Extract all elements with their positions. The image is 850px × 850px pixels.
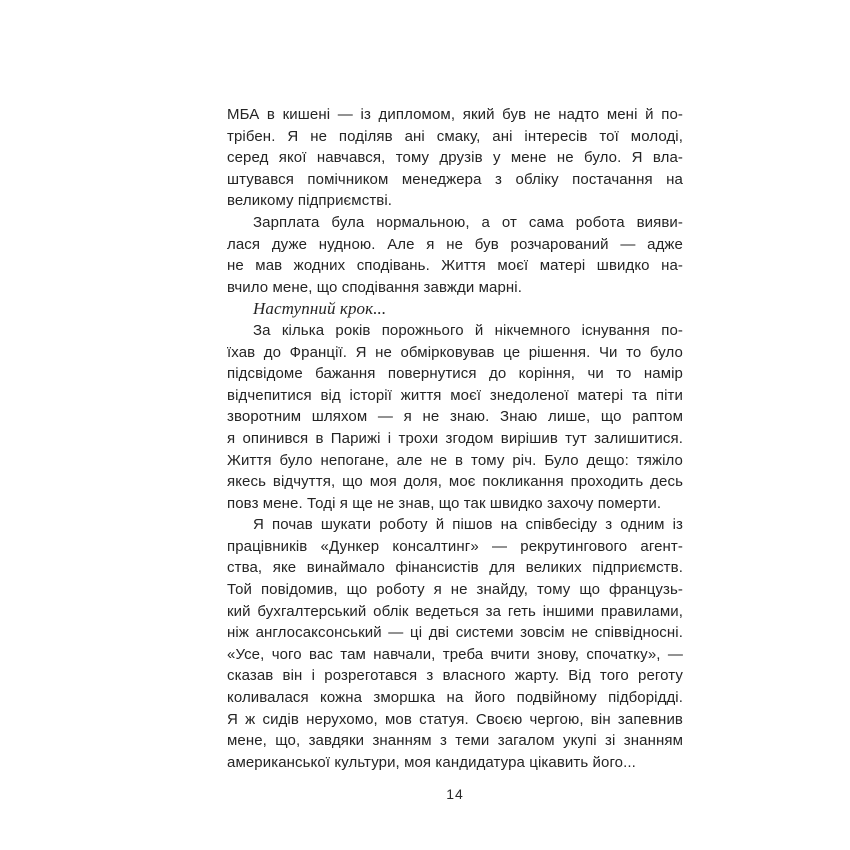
text-line: серед якої навчався, тому друзів у мене не було. Я вла- [227,149,683,167]
text-line: ства, яке винаймало фінансистів для великих підприємств. [227,559,683,577]
page-text-block [227,104,683,773]
text-line: вчило мене, що сподівання завжди марні. [227,278,522,296]
text-line: повз мене. Тоді я ще не знав, що так швидко захочу померти. [227,494,662,512]
text-line: Той повідомив, що роботу я не знайду, тому що французь- [227,581,683,599]
text-line: підсвідоме бажання повернутися до коріння, чи то намір [227,365,683,383]
text-line: американської культури, моя кандидатура цікавить його... [227,753,636,771]
text-line: не мав жодних сподівань. Життя моєї матері швидко на- [227,257,683,275]
text-line: сказав він і розреготався з власного жарту. Від того реготу [227,667,683,685]
text-line: трібен. Я не поділяв ані смаку, ані інтересів тої молоді, [227,127,683,145]
text-line: я опинився в Парижі і трохи згодом вирішив тут залишитися. [227,429,683,447]
text-line: великому підприємстві. [227,192,393,210]
text-line: лася дуже нудною. Але я не був розчарований — адже [227,235,683,253]
text-line: коливалася кожна зморшка на його подвійному підборідді. [227,689,683,707]
paragraph [227,320,683,514]
text-line: Наступний крок... [253,299,387,319]
text-line: Зарплата була нормальною, а от сама робота вияви- [253,213,683,231]
text-line: штувався помічником менеджера з обліку постачання на [227,170,683,188]
paragraph [227,104,683,212]
text-line: мене, що, завдяки знанням з теми загалом укупі зі знанням [227,732,683,750]
text-line: зворотним шляхом — я не знаю. Знаю лише, що раптом [227,408,683,426]
text-line: За кілька років порожнього й нікчемного існування по- [253,321,683,339]
text-line: ніж англосаксонський — ці дві системи зовсім не співвідносні. [227,624,683,642]
text-line: якесь відчуття, що моя доля, моє покликання проходить десь [227,473,683,491]
text-line: кий бухгалтерський облік ведеться за геть іншими правилами, [227,602,683,620]
text-line: відчепитися від історії життя моєї знедоленої матері та піти [227,386,683,404]
text-line: їхав до Франції. Я не обмірковував це рішення. Чи то було [227,343,683,361]
text-line: Життя було непогане, але не в тому річ. Було дещо: тяжіло [227,451,683,469]
text-line: Я ж сидів нерухомо, мов статуя. Своєю чергою, він запевнив [227,710,683,728]
paragraph [227,298,683,320]
paragraph [227,514,683,773]
paragraph [227,212,683,298]
text-line: Я почав шукати роботу й пішов на співбесіду з одним із [253,516,683,534]
text-line: працівників «Дункер консалтинг» — рекрутингового агент- [227,537,683,555]
text-line: «Усе, чого вас там навчали, треба вчити знову, спочатку», — [227,645,683,663]
page-number: 14 [446,786,464,802]
text-line: МБА в кишені — із дипломом, який був не надто мені й по- [227,106,683,123]
